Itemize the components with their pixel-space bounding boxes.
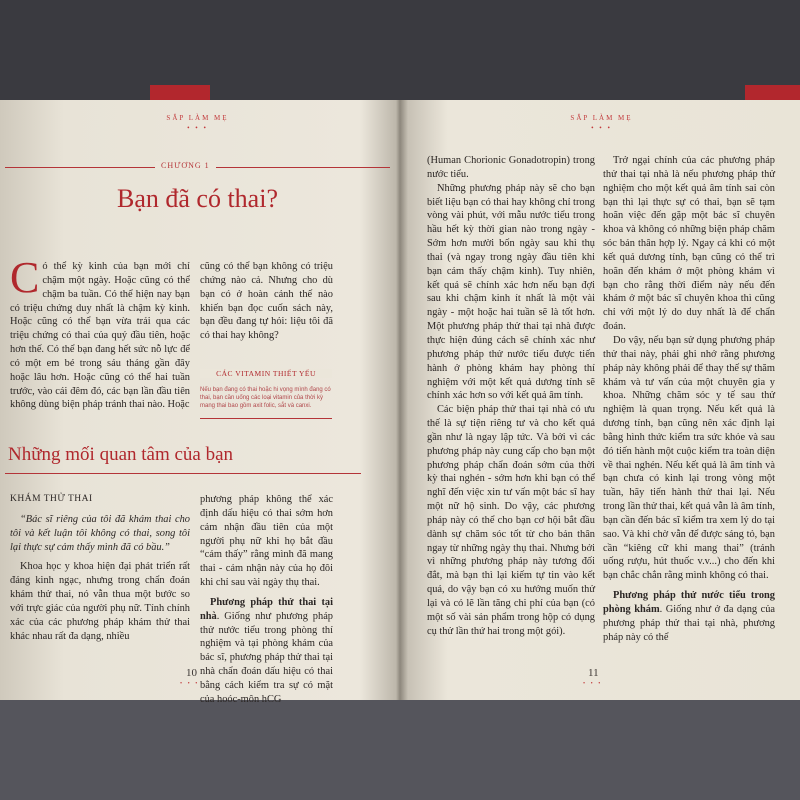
body-paragraph: phương pháp không thể xác định dấu hiệu có thai sớm hơn cảm nhận đầu tiên của một người phụ nữ khi họ bắt đầu “cảm thấy” rằng mình đã mang thai - cảm nhận này của họ đôi khi chỉ sau vài ngày thụ thai. [200, 494, 333, 589]
section-title: Những mối quan tâm của bạn [8, 444, 234, 465]
quote: “Bác sĩ riêng của tôi đã khám thai cho tôi và kết luận tôi không có thai, song tôi lại thực sự cảm thấy mình đã có bầu.” [10, 513, 190, 553]
running-head: SẮP LÀM MẸ [166, 114, 229, 122]
body-paragraph: . Giống như ở đa dạng của phương pháp thử thai tại nhà, phương pháp này có thể [603, 604, 776, 643]
chapter-label: CHƯƠNG 1 [155, 161, 216, 170]
body-paragraph: Trở ngại chính của các phương pháp thử thai tại nhà là nếu phương pháp thử nghiệm cho một kết quả âm tính sai còn bạn thì lại thực sự có thai, bạn sẽ tạm hoãn việc đến gặp một bác sĩ chuyên khoa và không có những biện pháp chăm sóc bản thân hợp lý. Ngay cả khi có một kết quả dương tính, bạn cũng có thể trì hoãn đến khám ở một phòng khám vì bạn cho rằng thời điểm này nếu đến khám ở một bác sĩ chuyên khoa thì cũng chỉ với một lý do duy nhất là để chẩn đoán. [603, 155, 775, 333]
body-paragraph: Do vậy, nếu bạn sử dụng phương pháp thử thai này, phải ghi nhớ rằng phương pháp này không phải để thay thế sự thăm khám và tư vấn của một chuyên gia y khoa. Những chăm sóc y tế sau thử nghiệm là quan trọng. Nếu kết quả là dương tính, bạn cũng nên xác định lại bằng hình thức kiểm tra sức khỏe và sau đó tiến hành một cuộc kiểm tra toàn diện về thai nghén. Nếu kết quả là âm tính và bạn chưa có kinh lại trong vòng một tuần, hãy tiến hành thử thai lại. Nếu trong lần thử thai, kết quả vẫn là âm tính, bạn cần đến bác sĩ kiểm tra xem lý do tại sao. Và khi chờ vẫn để được sáng tỏ, bạn cần “kiêng cữ khi mang thai” (tránh uống rượu, hút thuốc v.v...) cho đến khi bạn chắc chắn rằng mình không có thai. [603, 334, 775, 582]
intro-text-2: cũng có thể bạn không có triệu chứng nào cả. Nhưng cho dù bạn có ở hoàn cảnh thế nào khiến bạn đọc cuốn sách này, bạn đều đang tự hỏi: liệu tôi đã có thai hay không? [200, 261, 333, 342]
running-head: SẮP LÀM MẸ [570, 114, 633, 122]
inline-heading: Phương pháp thử thai tại nhà [200, 596, 333, 622]
sidebar-rule-bottom [200, 418, 332, 419]
background-bottom [0, 700, 800, 800]
intro-text-1: ó thể kỳ kinh của bạn mới chỉ chậm một ngày. Hoặc cũng có thể chậm ba tuần. Có thể hiện nay bạn có triệu chứng duy nhất là chậm kỳ kinh. Hoặc cũng có thể bạn vừa trải qua các triệu chứng có thai của quý đầu tiên, hoặc hơn thế. Có thể bạn đang hết sức nỗ lực để có một em bé trong sáu tháng gần đây hoặc lâu hơn. Hoặc cũng có thể hai tuần trước, vào cái đêm đó, các bạn lần đầu tiên không dùng biện pháp tránh thai nào. Hoặc [10, 261, 190, 411]
page-number-ornament: • • • [583, 681, 603, 687]
page-number-ornament: • • • [180, 681, 200, 687]
body-column-1 [10, 493, 190, 643]
running-head-ornament: • • • [591, 124, 612, 132]
page-number: 10 [186, 667, 197, 679]
subheading: KHÁM THỬ THAI [10, 494, 93, 504]
running-head-ornament: • • • [187, 124, 208, 132]
left-page [0, 100, 395, 705]
section-rule [5, 473, 361, 474]
drop-cap: C [10, 253, 40, 302]
sidebar-text: Nếu bạn đang có thai hoặc hi vọng mình đang có thai, bạn cần uống các loại vitamin của thời kỳ mang thai bao gồm axit folic, sắt và canxi. [200, 387, 331, 409]
right-column-2 [603, 154, 775, 645]
right-column-1 [427, 154, 595, 639]
page-number: 11 [588, 667, 599, 679]
intro-column-1 [10, 253, 190, 412]
intro-column-2 [200, 260, 333, 343]
body-paragraph: Khoa học y khoa hiện đại phát triển rất đáng kinh ngạc, nhưng trong chẩn đoán khám thử thai, nó vẫn thua một bước so với trực giác của người phụ nữ. Tính chính xác của các phương pháp khám thử thai khác nhau rất đa dạng, nhiều [10, 561, 190, 642]
body-paragraph: (Human Chorionic Gonadotropin) trong nước tiểu. [427, 155, 595, 180]
body-column-2 [200, 493, 333, 707]
inline-heading: Phương pháp thử nước tiểu trong phòng khám [603, 590, 775, 615]
body-paragraph: Những phương pháp này sẽ cho bạn biết liệu bạn có thai hay không chỉ trong vòng vài phút, với mẫu nước tiểu trong hầu hết kỳ thời gian nào trong ngày - Sớm hơn mười bốn ngày sau khi thụ thai (và ngay trong ngày đầu tiên khi bạn cảm thấy chậm kinh). Tuy nhiên, kết quả sẽ chính xác hơn nếu bạn đợi sau khi chậm kinh ít nhất là một vài ngày - một hoặc hai tuần sẽ là tốt hơn. Một phương pháp thử thai tại nhà được thực hiện đúng cách sẽ chính xác như phương pháp thử nước tiểu được tiến hành ở phòng khám hay phòng thí nghiệm với một kết quả dương tính sẽ chính xác hơn so với kết quả âm tính. [427, 182, 595, 402]
sidebar-heading: CÁC VITAMIN THIẾT YẾU [200, 369, 332, 378]
body-paragraph: . Giống như phương pháp thử nước tiểu trong phòng thí nghiệm và tại phòng khám của bác sĩ, phương pháp thử thai tại nhà chẩn đoán dấu hiệu có thai bằng cách kiểm tra sự có mặt của hoóc-môn hCG [200, 610, 333, 705]
background-top [0, 0, 800, 100]
body-paragraph: Các biện pháp thử thai tại nhà có ưu thế là sự tiện riêng tư và cho kết quả gần như là ngay lập tức. Và bởi vì các phương pháp này cung cấp cho bạn một phương pháp chẩn đoán sớm của thời kỳ thai nghén - sớm hơn khi bạn có thể nghĩ đến việc xin tư vấn một bác sĩ hay một nữ hộ sinh. Do vậy, các phương pháp này có thể cho bạn cơ hội bắt đầu dành sự chăm sóc tốt từ cho bản thân ngay từ những ngày thụ thai. Nhưng bởi vì những phương pháp này tương đối đắt, mà bạn thì lại kiếm tự tin vào kết quả, do vậy bạn có xu hướng muốn thử lại và có lẽ lần tăng chi phí của bạn (có một số vài sản phẩm trong hộp có dụng cụ thử lần thứ hai trong một gói). [427, 404, 595, 637]
right-page [403, 100, 800, 700]
chapter-title: Bạn đã có thai? [117, 184, 278, 213]
